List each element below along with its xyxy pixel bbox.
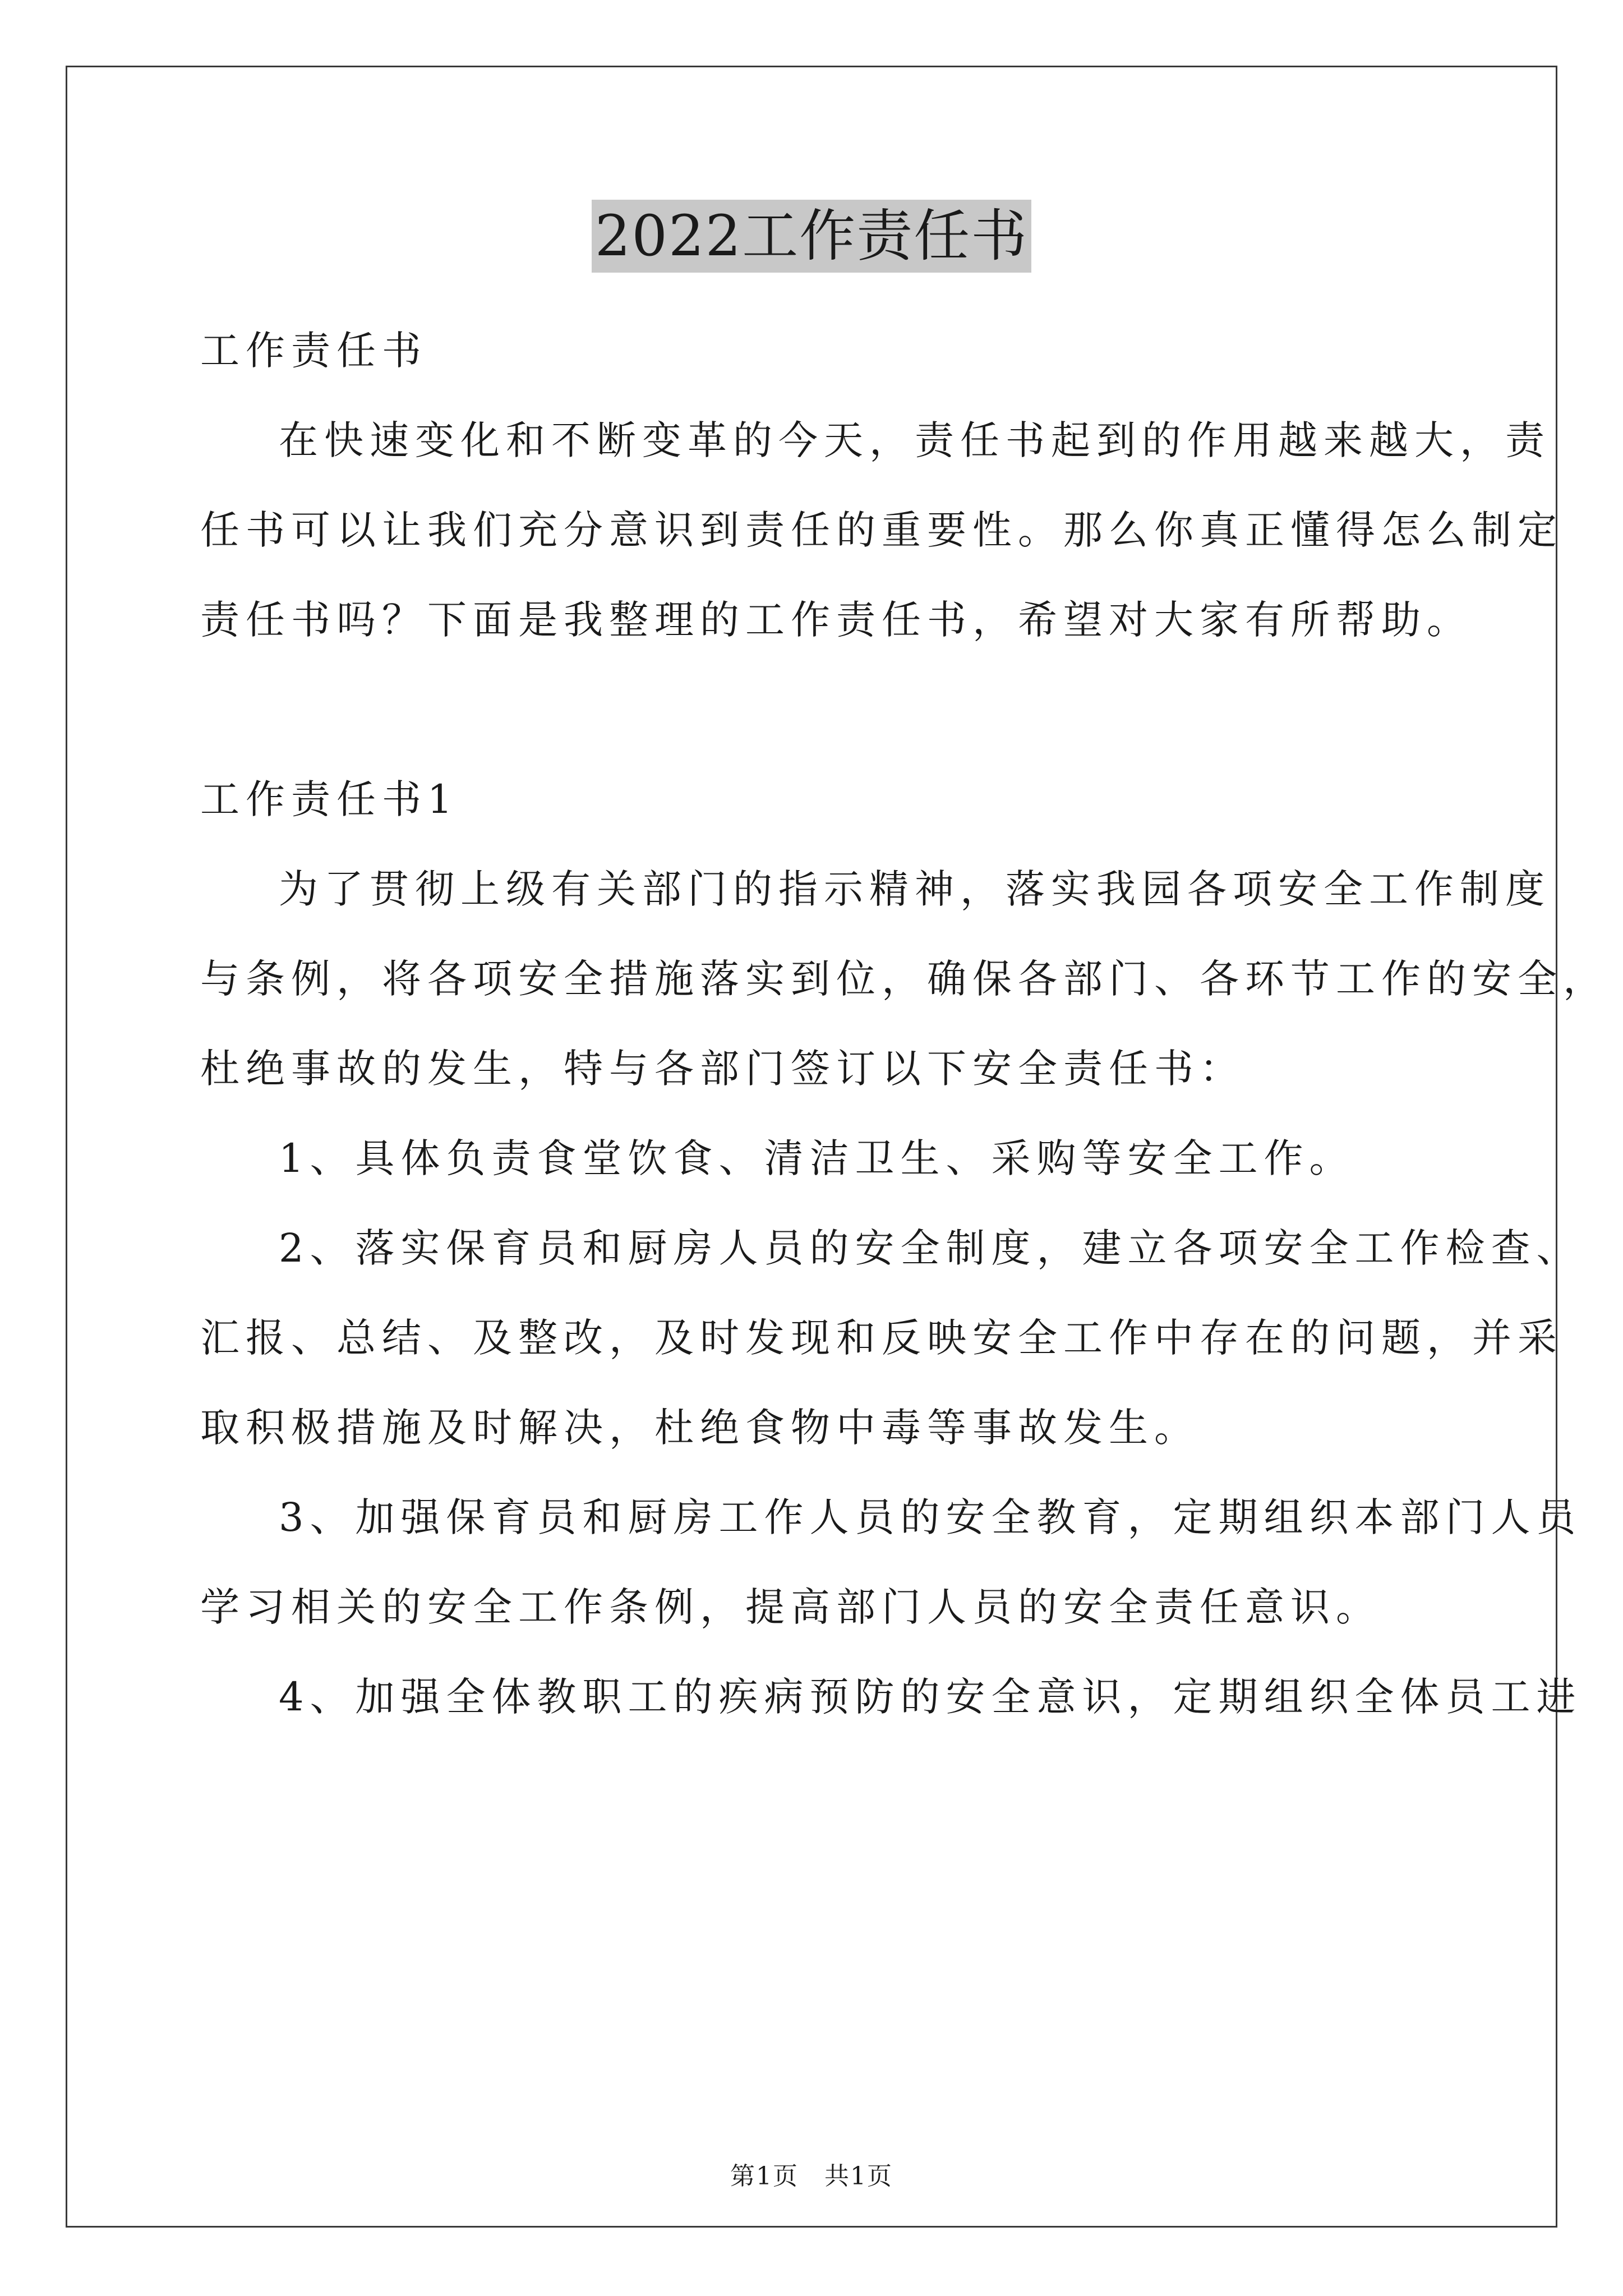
page-footer: 第1页 共1页 (730, 2162, 893, 2191)
paragraph-line: 学习相关的安全工作条例，提高部门人员的安全责任意识。 (200, 1584, 1381, 1630)
document-title: 2022工作责任书 (592, 200, 1032, 273)
paragraph-line: 取积极措施及时解决，杜绝食物中毒等事故发生。 (200, 1405, 1200, 1451)
intro-line: 责任书吗？下面是我整理的工作责任书，希望对大家有所帮助。 (200, 597, 1472, 643)
list-item-1: 1、具体负责食堂饮食、清洁卫生、采购等安全工作。 (279, 1135, 1355, 1181)
spacer (200, 665, 1434, 754)
intro-line: 在快速变化和不断变革的今天，责任书起到的作用越来越大，责 (279, 417, 1551, 463)
intro-line: 任书可以让我们充分意识到责任的重要性。那么你真正懂得怎么制定 (200, 507, 1563, 553)
paragraph-line: 汇报、总结、及整改，及时发现和反映安全工作中存在的问题，并采 (200, 1315, 1563, 1361)
list-item-4: 4、加强全体教职工的疾病预防的安全意识，定期组织全体员工进 (279, 1674, 1582, 1720)
list-item-2: 2、落实保育员和厨房人员的安全制度，建立各项安全工作检查、 (279, 1225, 1582, 1271)
list-item-3: 3、加强保育员和厨房工作人员的安全教育，定期组织本部门人员 (279, 1494, 1582, 1540)
document-body (200, 306, 1608, 1742)
paragraph-line: 与条例，将各项安全措施落实到位，确保各部门、各环节工作的安全， (200, 956, 1608, 1002)
paragraph-line: 为了贯彻上级有关部门的指示精神，落实我园各项安全工作制度 (279, 866, 1551, 912)
title-container (0, 200, 1623, 273)
subtitle: 工作责任书 (200, 328, 427, 374)
section-heading: 工作责任书1 (200, 776, 459, 822)
paragraph-line: 杜绝事故的发生，特与各部门签订以下安全责任书： (200, 1046, 1245, 1092)
